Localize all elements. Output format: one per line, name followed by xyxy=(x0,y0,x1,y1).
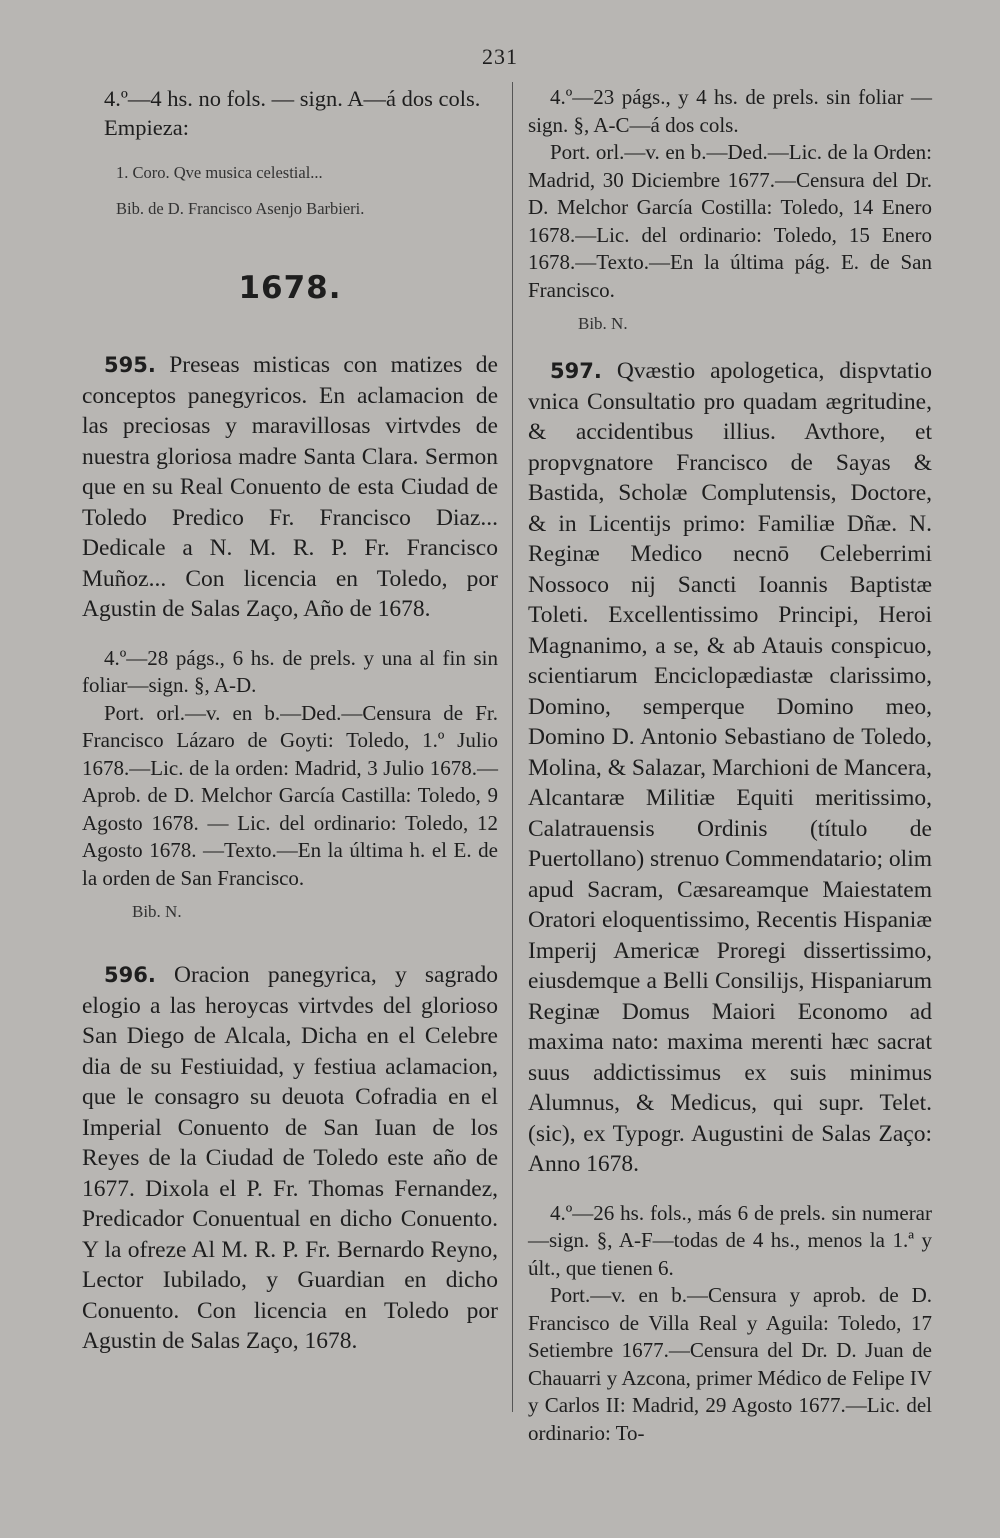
intro-location: Bib. de D. Francisco Asenjo Barbieri. xyxy=(116,199,365,218)
right-column xyxy=(528,84,932,1447)
entry-596-title: Oracion panegyrica, y sagrado elogio a las heroycas virtvdes del glorioso San Diego de Alcala, Dicha en el Celebre dia de su Festiuidad, y festiua aclamacion, que le consagro su deuota Cofradia en el Imperial Conuento de San Iuan de los Reyes de la Ciudad de Toledo este año de 1677. Dixola el P. Fr. Thomas Fernandez, Predicador Conuentual en dicho Conuento. Y la ofreze Al M. R. P. Fr. Bernardo Reyno, Lector Iubilado, y Guardian en dicho Conuento. Con licencia en Toledo por Agustin de Salas Zaço, 1678. xyxy=(82,962,498,1354)
cont-format: 4.º—23 págs., y 4 hs. de prels. sin foliar —sign. §, A-C—á dos cols. xyxy=(528,85,932,137)
intro-incipit: 1. Coro. Qve musica celestial... xyxy=(116,163,323,182)
column-divider xyxy=(512,82,513,1412)
entry-595-format: 4.º—28 págs., 6 hs. de prels. y una al fin sin foliar—sign. §, A-D. xyxy=(82,645,498,697)
entry-597-details: Port.—v. en b.—Censura y aprob. de D. Francisco de Villa Real y Aguila: Toledo, 17 Setiembre 1677.—Censura del Dr. D. Juan de Chauarri y Azcona, primer Médico de Felipe IV y Carlos II: Madrid, 29 Agosto 1677.—Lic. del ordinario: To- xyxy=(528,1283,932,1445)
entry-595-number: 595. xyxy=(104,353,156,377)
cont-details: Port. orl.—v. en b.—Ded.—Lic. de la Orden: Madrid, 30 Diciembre 1677.—Censura del Dr. D. Melchor García Costilla: Toledo, 14 Enero 1678.—Lic. del ordinario: Toledo, 15 Enero 1678.—Texto.—En la última pág. E. de San Francisco. xyxy=(528,140,932,302)
intro-format: 4.º—4 hs. no fols. — sign. A—á dos cols. xyxy=(104,86,481,111)
cont-location: Bib. N. xyxy=(578,314,628,333)
intro-begins: Empieza: xyxy=(104,115,189,140)
entry-595-location: Bib. N. xyxy=(132,902,182,921)
left-column xyxy=(82,84,498,1357)
entry-597-number: 597. xyxy=(550,359,602,383)
entry-595-head xyxy=(82,350,498,625)
entry-595-details: Port. orl.—v. en b.—Ded.—Censura de Fr. Francisco Lázaro de Goyti: Toledo, 1.º Julio 1678.—Lic. de la orden: Madrid, 3 Julio 1678.—Aprob. de D. Melchor García Castilla: Toledo, 9 Agosto 1678. — Lic. del ordinario: Toledo, 12 Agosto 1678. —Texto.—En la última h. el E. de la orden de San Francisco. xyxy=(82,700,498,890)
entry-596-head xyxy=(82,960,498,1357)
entry-597-head xyxy=(528,356,932,1180)
entry-597-format: 4.º—26 hs. fols., más 6 de prels. sin numerar—sign. §, A-F—todas de 4 hs., menos la 1.ª y últ., que tienen 6. xyxy=(528,1200,932,1280)
entry-596-number: 596. xyxy=(104,963,156,987)
entry-597-title: Qvæstio apologetica, dispvtatio vnica Consultatio pro quadam ægritudine, & accidentibus illius. Avthore, et propvgnatore Francisco de Sayas & Bastida, Scholæ Complutensis, Doctore, & in Licentijs primo: Familiæ Dñæ. N. Reginæ Medico necnō Celeberrimi Nossoco nij Sancti Ioannis Baptistæ Toleti. Excellentissimo Principi, Heroi Magnanimo, a se, & ab Atauis conspicuo, scientiarum Enciclopædiastæ clarissimo, Domino, semperque Domino meo, Domino D. Antonio Sebastiano de Toledo, Molina, & Salazar, Marchioni de Mancera, Alcantaræ Militiæ Equiti meritissimo, Calatrauensis Ordinis (título de Puertollano) strenuo Commendatario; olim apud Sacram, Cæsareamque Maiestatem Oratori eloquentissimo, Recentis Hispaniæ Imperij Americæ Proregi dissertissimo, eiusdemque a Belli Consilijs, Hispaniarum Reginæ Domus Maiori Economo ad maxima nato: maxima merenti hæc sacrat suus addictissimus ex suis minimus Alumnus, & Medicus, qui supr. Telet. (sic), ex Typogr. Augustini de Salas Zaço: Anno 1678. xyxy=(528,358,932,1177)
page-number: 231 xyxy=(482,44,518,69)
entry-595-title: Preseas misticas con matizes de conceptos panegyricos. En aclamacion de las preciosas y maravillosas virtvdes de nuestra gloriosa madre Santa Clara. Sermon que en su Real Conuento de esta Ciudad de Toledo Predico Fr. Francisco Diaz... Dedicale a N. M. R. P. Fr. Francisco Muñoz... Con licencia en Toledo, por Agustin de Salas Zaço, Año de 1678. xyxy=(82,352,498,622)
year-heading: 1678. xyxy=(238,270,342,306)
